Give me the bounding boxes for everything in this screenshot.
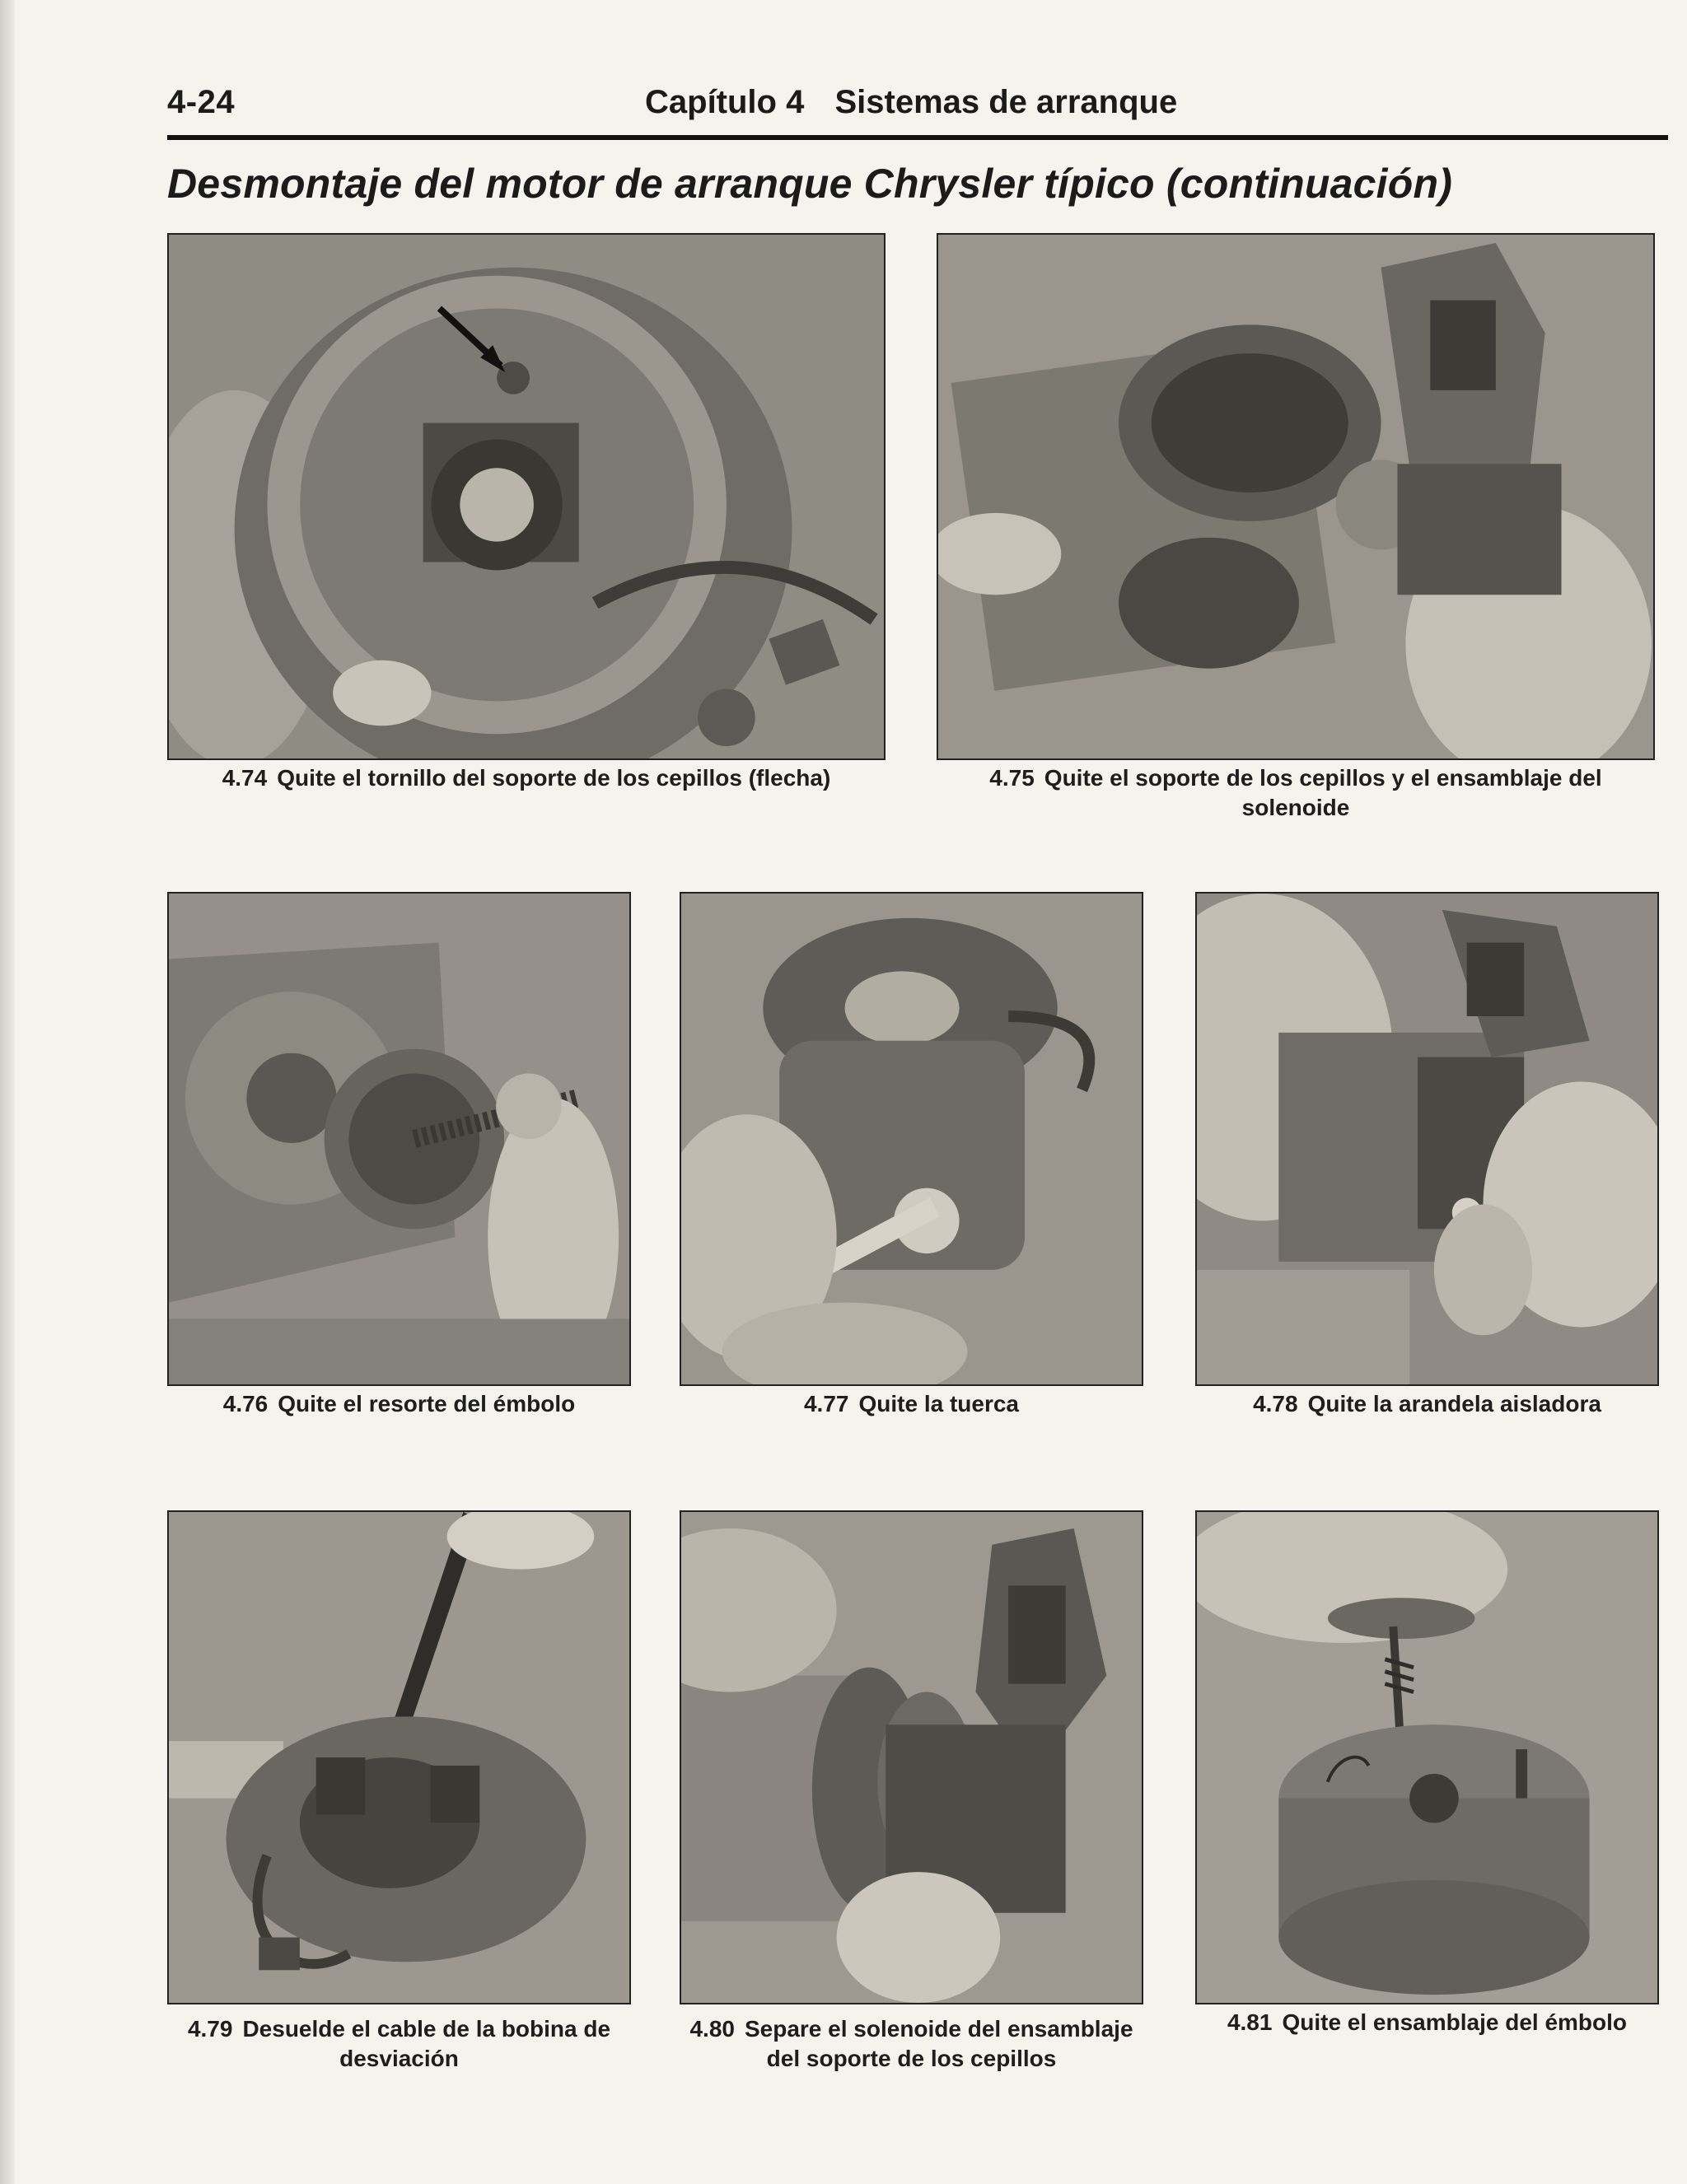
- page-number: 4-24: [167, 84, 236, 120]
- figure-caption-text: Quite el ensamblaje del émbolo: [1282, 2009, 1628, 2035]
- figure-caption-text: Quite el resorte del émbolo: [278, 1391, 576, 1416]
- photo-insulating-washer: [1195, 892, 1659, 1386]
- running-title: [645, 84, 1177, 121]
- caption-4-75: [937, 763, 1655, 823]
- caption-4-76: [167, 1389, 631, 1419]
- figure-number: 4.78: [1253, 1391, 1298, 1416]
- figure-caption-text: Quite la arandela aisladora: [1307, 1391, 1601, 1416]
- photo-remove-nut: [680, 892, 1143, 1386]
- photo-plunger-spring: [167, 892, 631, 1386]
- page-header: [167, 84, 1668, 133]
- figure-caption-text: Separe el solenoide del ensamblaje del soporte de los cepillos: [744, 2016, 1133, 2071]
- photo-brush-holder-solenoid: [937, 233, 1655, 760]
- figure-caption-text: Quite el tornillo del soporte de los cepillos (flecha): [277, 765, 831, 791]
- page-binding-shadow: [0, 0, 15, 2184]
- photo-plunger-assembly: [1195, 1510, 1659, 2004]
- figure-caption-text: Desuelde el cable de la bobina de desviación: [242, 2016, 611, 2071]
- figure-number: 4.76: [222, 1391, 269, 1416]
- photo-brush-holder-screw: [167, 233, 886, 760]
- photo-separate-solenoid: [680, 1510, 1143, 2004]
- caption-4-78: [1195, 1389, 1659, 1419]
- caption-4-81: [1195, 2008, 1659, 2037]
- caption-4-77: [680, 1389, 1143, 1419]
- figure-number: 4.75: [989, 765, 1035, 791]
- figure-caption-text: Quite el soporte de los cepillos y el ensamblaje del solenoide: [1044, 765, 1602, 820]
- caption-4-74: [167, 763, 886, 793]
- figure-number: 4.74: [222, 765, 268, 791]
- figure-number: 4.79: [187, 2016, 233, 2042]
- figure-number: 4.77: [803, 1391, 849, 1416]
- section-title: Desmontaje del motor de arranque Chrysler típico (continuación): [167, 161, 1453, 207]
- chapter-title: Sistemas de arranque: [834, 84, 1178, 120]
- figure-number: 4.80: [689, 2016, 735, 2042]
- figure-number: 4.81: [1227, 2009, 1273, 2035]
- caption-4-80: [680, 2014, 1143, 2074]
- caption-4-79: [167, 2014, 631, 2074]
- photo-desolder-cable: [167, 1510, 631, 2004]
- chapter-label: Capítulo 4: [645, 84, 805, 120]
- header-rule: [167, 135, 1668, 140]
- figure-caption-text: Quite la tuerca: [858, 1391, 1019, 1416]
